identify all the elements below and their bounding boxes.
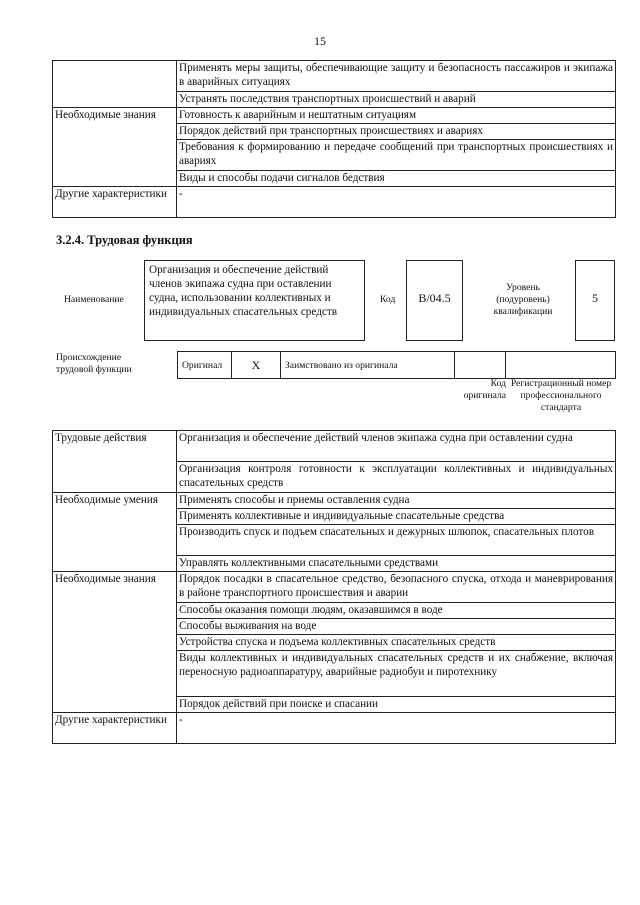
table-value-cell: Способы выживания на воде: [177, 619, 616, 635]
table-value-cell: Виды и способы подачи сигналов бедствия: [177, 171, 616, 187]
name-label: Наименование: [64, 294, 124, 305]
origin-original-cell: Оригинал: [178, 352, 232, 379]
origin-table: [177, 351, 616, 379]
table-value-cell: Готовность к аварийным и нештатным ситуациям: [177, 108, 616, 124]
table-value-cell: Применять коллективные и индивидуальные спасательные средства: [177, 509, 616, 525]
table-label-cell: Другие характеристики: [53, 187, 177, 218]
origin-reg-caption: Регистрационный номер профессионального стандарта: [510, 378, 612, 413]
table-label-cell: Необходимые знания: [53, 108, 177, 187]
table-value-cell: Виды коллективных и индивидуальных спасательных средств и их снабжение, включая переносную радиоаппаратуру, аварийные радиобуи и пиротехнику: [177, 651, 616, 697]
table-label-cell: Другие характеристики: [53, 713, 177, 744]
qualification-level-box: 5: [575, 260, 615, 341]
table-value-cell: Устранять последствия транспортных происшествий и аварий: [177, 92, 616, 108]
bottom-requirements-table: [52, 430, 616, 744]
table-value-cell: Применять способы и приемы оставления судна: [177, 493, 616, 509]
table-value-cell: Порядок действий при транспортных происшествиях и авариях: [177, 124, 616, 140]
table-label-cell: Трудовые действия: [53, 431, 177, 493]
function-name-box: Организация и обеспечение действий членов экипажа судна при оставлении судна, использовании коллективных и индивидуальных спасательных средств: [144, 260, 365, 341]
table-value-cell: Способы оказания помощи людям, оказавшимся в воде: [177, 603, 616, 619]
top-requirements-table: [52, 60, 616, 218]
section-title: 3.2.4. Трудовая функция: [56, 233, 193, 247]
origin-code-caption: Код оригинала: [463, 378, 506, 401]
table-value-cell: Порядок действий при поиске и спасании: [177, 697, 616, 713]
table-value-cell: Управлять коллективными спасательными средствами: [177, 556, 616, 572]
table-value-cell: Порядок посадки в спасательное средство, безопасного спуска, отхода и маневрирования в районе транспортного происшествия и аварии: [177, 572, 616, 603]
table-value-cell: -: [177, 713, 616, 744]
level-label: Уровень (подуровень) квалификации: [493, 282, 553, 317]
page-number: 15: [314, 34, 326, 48]
table-value-cell: Устройства спуска и подъема коллективных спасательных средств: [177, 635, 616, 651]
table-value-cell: Применять меры защиты, обеспечивающие защиту и безопасность пассажиров и экипажа в аварийных ситуациях: [177, 61, 616, 92]
origin-mark-cell: X: [232, 352, 281, 379]
table-value-cell: Организация контроля готовности к эксплуатации коллективных и индивидуальных спасательных средств: [177, 462, 616, 493]
code-label: Код: [380, 294, 396, 305]
table-label-cell: Необходимые знания: [53, 572, 177, 713]
origin-borrowed-cell: Заимствовано из оригинала: [281, 352, 455, 379]
table-label-cell: Необходимые умения: [53, 493, 177, 572]
origin-label: Происхождение трудовой функции: [56, 352, 132, 375]
origin-code-cell: [455, 352, 506, 379]
function-code-box: B/04.5: [406, 260, 463, 341]
table-value-cell: Производить спуск и подъем спасательных и дежурных шлюпок, спасательных плотов: [177, 525, 616, 556]
table-value-cell: Требования к формированию и передаче сообщений при транспортных происшествиях и авариях: [177, 140, 616, 171]
table-label-cell: [53, 61, 177, 108]
table-value-cell: Организация и обеспечение действий членов экипажа судна при оставлении судна: [177, 431, 616, 462]
origin-reg-number-cell: [506, 352, 616, 379]
table-value-cell: -: [177, 187, 616, 218]
